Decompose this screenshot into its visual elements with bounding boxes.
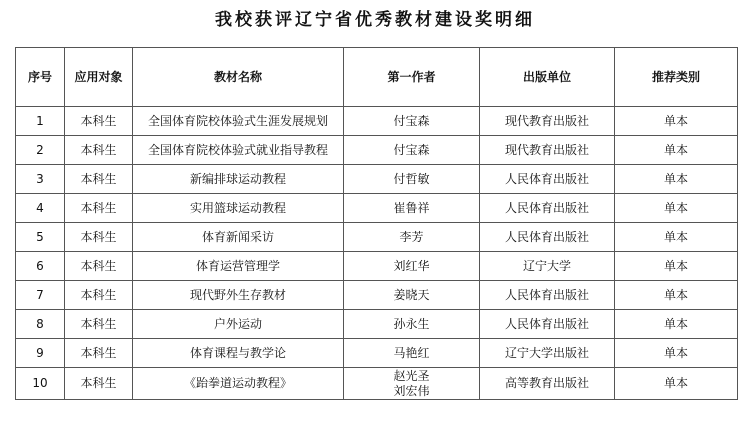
author-name: 赵光圣 — [393, 368, 430, 383]
cell-audience: 本科生 — [65, 107, 133, 136]
cell-index: 2 — [16, 136, 65, 165]
cell-textbook-name: 全国体育院校体验式生涯发展规划 — [133, 107, 344, 136]
table-row — [16, 368, 738, 400]
cell-textbook-name: 《跆拳道运动教程》 — [133, 368, 344, 400]
table-row — [16, 223, 738, 252]
cell-category: 单本 — [615, 194, 738, 223]
cell-first-author: 付哲敏 — [344, 165, 480, 194]
table-row — [16, 194, 738, 223]
cell-first-author — [344, 368, 480, 400]
cell-publisher: 高等教育出版社 — [480, 368, 615, 400]
cell-audience: 本科生 — [65, 223, 133, 252]
cell-publisher: 人民体育出版社 — [480, 310, 615, 339]
cell-textbook-name: 新编排球运动教程 — [133, 165, 344, 194]
cell-textbook-name: 户外运动 — [133, 310, 344, 339]
table-row — [16, 136, 738, 165]
cell-textbook-name: 体育运营管理学 — [133, 252, 344, 281]
author-name: 刘宏伟 — [393, 383, 430, 398]
cell-textbook-name: 现代野外生存教材 — [133, 281, 344, 310]
cell-index: 1 — [16, 107, 65, 136]
cell-index: 9 — [16, 339, 65, 368]
cell-first-author: 李芳 — [344, 223, 480, 252]
cell-textbook-name: 实用篮球运动教程 — [133, 194, 344, 223]
cell-textbook-name: 全国体育院校体验式就业指导教程 — [133, 136, 344, 165]
cell-textbook-name: 体育课程与教学论 — [133, 339, 344, 368]
cell-category: 单本 — [615, 368, 738, 400]
page-title: 我校获评辽宁省优秀教材建设奖明细 — [215, 10, 535, 30]
header-publisher: 出版单位 — [480, 48, 615, 107]
cell-first-author: 付宝森 — [344, 136, 480, 165]
cell-audience: 本科生 — [65, 281, 133, 310]
header-audience: 应用对象 — [65, 48, 133, 107]
cell-audience: 本科生 — [65, 310, 133, 339]
cell-audience: 本科生 — [65, 165, 133, 194]
awards-table — [15, 47, 738, 400]
cell-publisher: 人民体育出版社 — [480, 194, 615, 223]
cell-index: 7 — [16, 281, 65, 310]
cell-index: 8 — [16, 310, 65, 339]
cell-category: 单本 — [615, 339, 738, 368]
cell-publisher: 人民体育出版社 — [480, 165, 615, 194]
cell-index: 3 — [16, 165, 65, 194]
cell-first-author: 崔鲁祥 — [344, 194, 480, 223]
cell-index: 5 — [16, 223, 65, 252]
table-row — [16, 281, 738, 310]
cell-textbook-name: 体育新闻采访 — [133, 223, 344, 252]
cell-publisher: 现代教育出版社 — [480, 107, 615, 136]
cell-audience: 本科生 — [65, 194, 133, 223]
cell-category: 单本 — [615, 107, 738, 136]
cell-category: 单本 — [615, 252, 738, 281]
table-row — [16, 252, 738, 281]
table-row — [16, 310, 738, 339]
header-textbook-name: 教材名称 — [133, 48, 344, 107]
cell-index: 10 — [16, 368, 65, 400]
cell-first-author: 马艳红 — [344, 339, 480, 368]
table-row — [16, 339, 738, 368]
table-row — [16, 107, 738, 136]
header-index: 序号 — [16, 48, 65, 107]
cell-audience: 本科生 — [65, 368, 133, 400]
table-header-row — [16, 48, 738, 107]
table-row — [16, 165, 738, 194]
cell-audience: 本科生 — [65, 339, 133, 368]
cell-audience: 本科生 — [65, 252, 133, 281]
cell-first-author: 付宝森 — [344, 107, 480, 136]
cell-audience: 本科生 — [65, 136, 133, 165]
cell-first-author: 姜晓天 — [344, 281, 480, 310]
cell-publisher: 现代教育出版社 — [480, 136, 615, 165]
cell-publisher: 辽宁大学 — [480, 252, 615, 281]
header-category: 推荐类别 — [615, 48, 738, 107]
cell-first-author: 孙永生 — [344, 310, 480, 339]
cell-category: 单本 — [615, 165, 738, 194]
cell-publisher: 辽宁大学出版社 — [480, 339, 615, 368]
cell-index: 4 — [16, 194, 65, 223]
cell-index: 6 — [16, 252, 65, 281]
cell-publisher: 人民体育出版社 — [480, 281, 615, 310]
cell-first-author: 刘红华 — [344, 252, 480, 281]
cell-category: 单本 — [615, 223, 738, 252]
cell-category: 单本 — [615, 136, 738, 165]
cell-category: 单本 — [615, 281, 738, 310]
header-first-author: 第一作者 — [344, 48, 480, 107]
cell-publisher: 人民体育出版社 — [480, 223, 615, 252]
cell-category: 单本 — [615, 310, 738, 339]
